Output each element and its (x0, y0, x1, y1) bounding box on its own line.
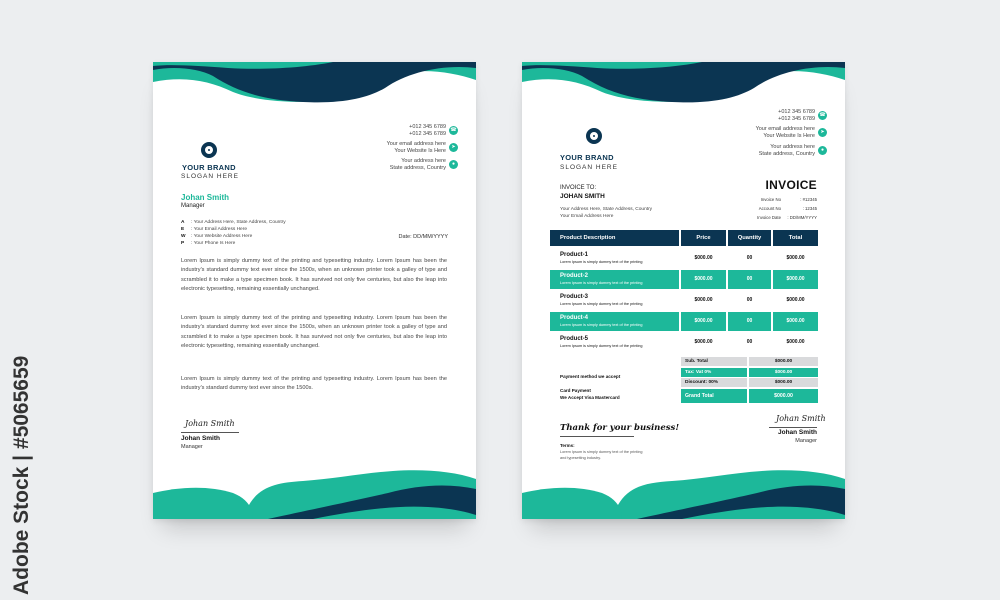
location-pin-icon: ● (818, 146, 827, 155)
contact-web (387, 141, 446, 155)
person-name: Johan Smith (181, 193, 230, 202)
watermark-text: Adobe Stock | #506565956 (10, 355, 33, 595)
product-desc: Lorem Ipsum is simply dummy text of the printing (560, 260, 643, 264)
body-paragraph-2: Lorem Ipsum is simply dummy text of the printing and typesetting industry. Lorem Ipsum has been the industry's standard dummy text ever since the 1500s, when an unknown printer took a galley of type and scrambled it to make a type specimen book. It has survived not only five centuries, but also the leap into electronic typesetting, remaining essentially unchanged. (181, 315, 447, 350)
letterhead-page (153, 62, 476, 519)
header-price: Price (681, 230, 726, 246)
contact-website: Your Website Is Here (394, 148, 446, 154)
total-cell: $000.00 (773, 312, 818, 331)
grand-total-row (681, 389, 818, 403)
header-quantity: Quantity (728, 230, 771, 246)
accepted-cards: We Accept Visa Mastercard (560, 395, 620, 400)
website-row (181, 234, 252, 239)
invoice-page (522, 62, 845, 519)
person-role: Manager (181, 203, 205, 209)
price-cell: $000.00 (681, 270, 726, 289)
table-row (550, 312, 818, 331)
email-key: E (181, 227, 185, 232)
invoice-to-label: INVOICE TO: (560, 185, 597, 191)
totals-block (681, 357, 818, 404)
contact-phone-1: +012 345 6789 (409, 124, 446, 130)
contact-address (390, 158, 446, 172)
price-cell: $000.00 (694, 255, 713, 261)
contact-phone-2: +012 345 6789 (778, 116, 815, 122)
send-icon: ➤ (449, 143, 458, 152)
address-row (181, 220, 286, 225)
qty-cell: 00 (746, 339, 753, 345)
qty-cell: 00 (746, 297, 753, 303)
terms-line-2: and typesetting industry. (560, 456, 601, 460)
body-paragraph-1: Lorem Ipsum is simply dummy text of the printing and typesetting industry. Lorem Ipsum has been the industry's standard dummy text ever since the 1500s, when an unknown printer took a galley of type and scrambled it to make a type specimen book. It has survived not only five centuries, but also the leap into electronic typesetting, remaining essentially unchanged. (181, 258, 447, 293)
contact-phones (778, 109, 815, 123)
discount-value: $000.00 (749, 378, 818, 387)
product-table (550, 230, 818, 354)
product-cell (550, 249, 679, 268)
signature-line (181, 432, 239, 433)
product-name: Product-1 (560, 252, 589, 258)
header-total: Total (773, 230, 818, 246)
product-desc: Lorem Ipsum is simply dummy text of the printing (560, 302, 643, 306)
subtotal-label: Sub. Total (681, 357, 747, 366)
price-cell: $000.00 (694, 297, 713, 303)
invoice-to-address: Your Address Here, State Address, Country (560, 207, 653, 212)
total-cell: $000.00 (786, 297, 805, 303)
contact-address-1: Your address here (770, 144, 815, 150)
contact-phone-1: +012 345 6789 (778, 109, 815, 115)
thank-you-underline (560, 436, 634, 437)
table-header-row (550, 230, 818, 246)
header-product-description: Product Description (550, 230, 679, 246)
signature-script: Johan Smith (776, 414, 826, 423)
account-number-row (736, 206, 817, 211)
total-cell: $000.00 (786, 339, 805, 345)
terms-label: Terms: (560, 443, 575, 448)
address-value: : Your Address Here, State Address, Country (191, 220, 286, 225)
body-paragraph-3: Lorem Ipsum is simply dummy text of the printing and typesetting industry. Lorem Ipsum has been the industry's standard dummy text ever since the 1500s. (181, 376, 447, 392)
qty-cell: 00 (728, 270, 771, 289)
total-cell: $000.00 (786, 255, 805, 261)
brand-name: YOUR BRAND (560, 153, 614, 162)
product-desc: Lorem Ipsum is simply dummy text of the printing (560, 281, 643, 285)
product-name: Product-4 (560, 315, 589, 321)
invoice-number-row (736, 197, 817, 202)
discount-row (681, 378, 818, 387)
email-row (181, 227, 247, 232)
product-cell (550, 270, 679, 289)
target-icon (201, 142, 217, 158)
website-key: W (181, 234, 186, 239)
product-cell (550, 291, 679, 310)
phone-icon: ☎ (819, 112, 826, 118)
contact-email: Your email address here (755, 126, 815, 132)
signature-name: Johan Smith (777, 429, 817, 436)
thank-you-note: Thank for your business! (560, 423, 680, 433)
location-pin-icon: ● (449, 160, 458, 169)
signature-script: Johan Smith (185, 419, 235, 428)
subtotal-value: $000.00 (749, 357, 818, 366)
product-name: Product-5 (560, 336, 589, 342)
payment-method-label: Payment method we accept (560, 374, 621, 379)
tax-row (681, 368, 818, 377)
product-cell (550, 333, 679, 352)
discount-label: Discount: 00% (681, 378, 747, 387)
address-key: A (181, 220, 185, 225)
grand-total-value: $000.00 (749, 389, 818, 403)
bottom-wave-decoration (153, 457, 476, 519)
email-value: : Your Email Address Here (191, 227, 247, 232)
contact-email: Your email address here (386, 141, 446, 147)
signature-role: Manager (795, 438, 817, 444)
phone-icon: ☎ (450, 127, 457, 133)
tax-label: Tax: Vat 0% (681, 368, 747, 377)
product-name: Product-3 (560, 294, 589, 300)
contact-web (756, 126, 815, 140)
product-desc: Lorem Ipsum is simply dummy text of the printing (560, 344, 643, 348)
product-cell (550, 312, 679, 331)
phone-value: : Your Phone Is Here (191, 241, 236, 246)
phone-row (181, 241, 235, 246)
contact-phone-2: +012 345 6789 (409, 131, 446, 137)
table-row (550, 249, 818, 268)
signature-name: Johan Smith (181, 435, 221, 442)
contact-address-1: Your address here (401, 158, 446, 164)
contact-address-2: State address, Country (389, 165, 446, 171)
subtotal-row (681, 357, 818, 366)
phone-key: P (181, 241, 185, 246)
contact-phones (409, 124, 446, 138)
invoice-to-email: Your Email Address Here (560, 214, 614, 219)
meta-key: Invoice No (760, 197, 781, 202)
card-payment-label: Card Payment (560, 388, 591, 393)
meta-value: : 12345 (802, 206, 817, 211)
qty-cell: 00 (746, 255, 753, 261)
meta-key: Invoice Date (757, 215, 781, 220)
contact-address (759, 144, 815, 158)
bottom-wave-decoration (522, 457, 845, 519)
brand-slogan: SLOGAN HERE (560, 164, 618, 171)
product-desc: Lorem Ipsum is simply dummy text of the printing (560, 323, 643, 327)
top-wave-decoration (153, 62, 476, 124)
date-line: Date: DD/MM/YYYY (398, 234, 448, 240)
adobe-stock-watermark (2, 355, 38, 595)
price-cell: $000.00 (681, 312, 726, 331)
signature-line (769, 427, 817, 428)
contact-address-2: State address, Country (758, 151, 815, 157)
total-cell: $000.00 (773, 270, 818, 289)
invoice-date-row (736, 215, 817, 220)
tax-value: $000.00 (749, 368, 818, 377)
table-row (550, 270, 818, 289)
meta-value: : DD/MM/YYYY (787, 215, 817, 220)
meta-key: Account No (758, 206, 781, 211)
product-name: Product-2 (560, 273, 589, 279)
target-icon (586, 128, 602, 144)
brand-slogan: SLOGAN HERE (181, 173, 239, 180)
meta-value: : #12345 (800, 197, 817, 202)
grand-total-label: Grand Total (681, 389, 747, 403)
terms-line-1: Lorem Ipsum is simply dummy text of the printing (560, 450, 643, 454)
price-cell: $000.00 (694, 339, 713, 345)
send-icon: ➤ (818, 128, 827, 137)
contact-website: Your Website Is Here (763, 133, 815, 139)
qty-cell: 00 (728, 312, 771, 331)
invoice-to-name: JOHAN SMITH (560, 193, 605, 200)
invoice-title: INVOICE (765, 178, 817, 192)
website-value: : Your Website Address Here (191, 234, 253, 239)
brand-name: YOUR BRAND (182, 163, 236, 172)
signature-role: Manager (181, 444, 203, 450)
table-row (550, 333, 818, 352)
table-row (550, 291, 818, 310)
